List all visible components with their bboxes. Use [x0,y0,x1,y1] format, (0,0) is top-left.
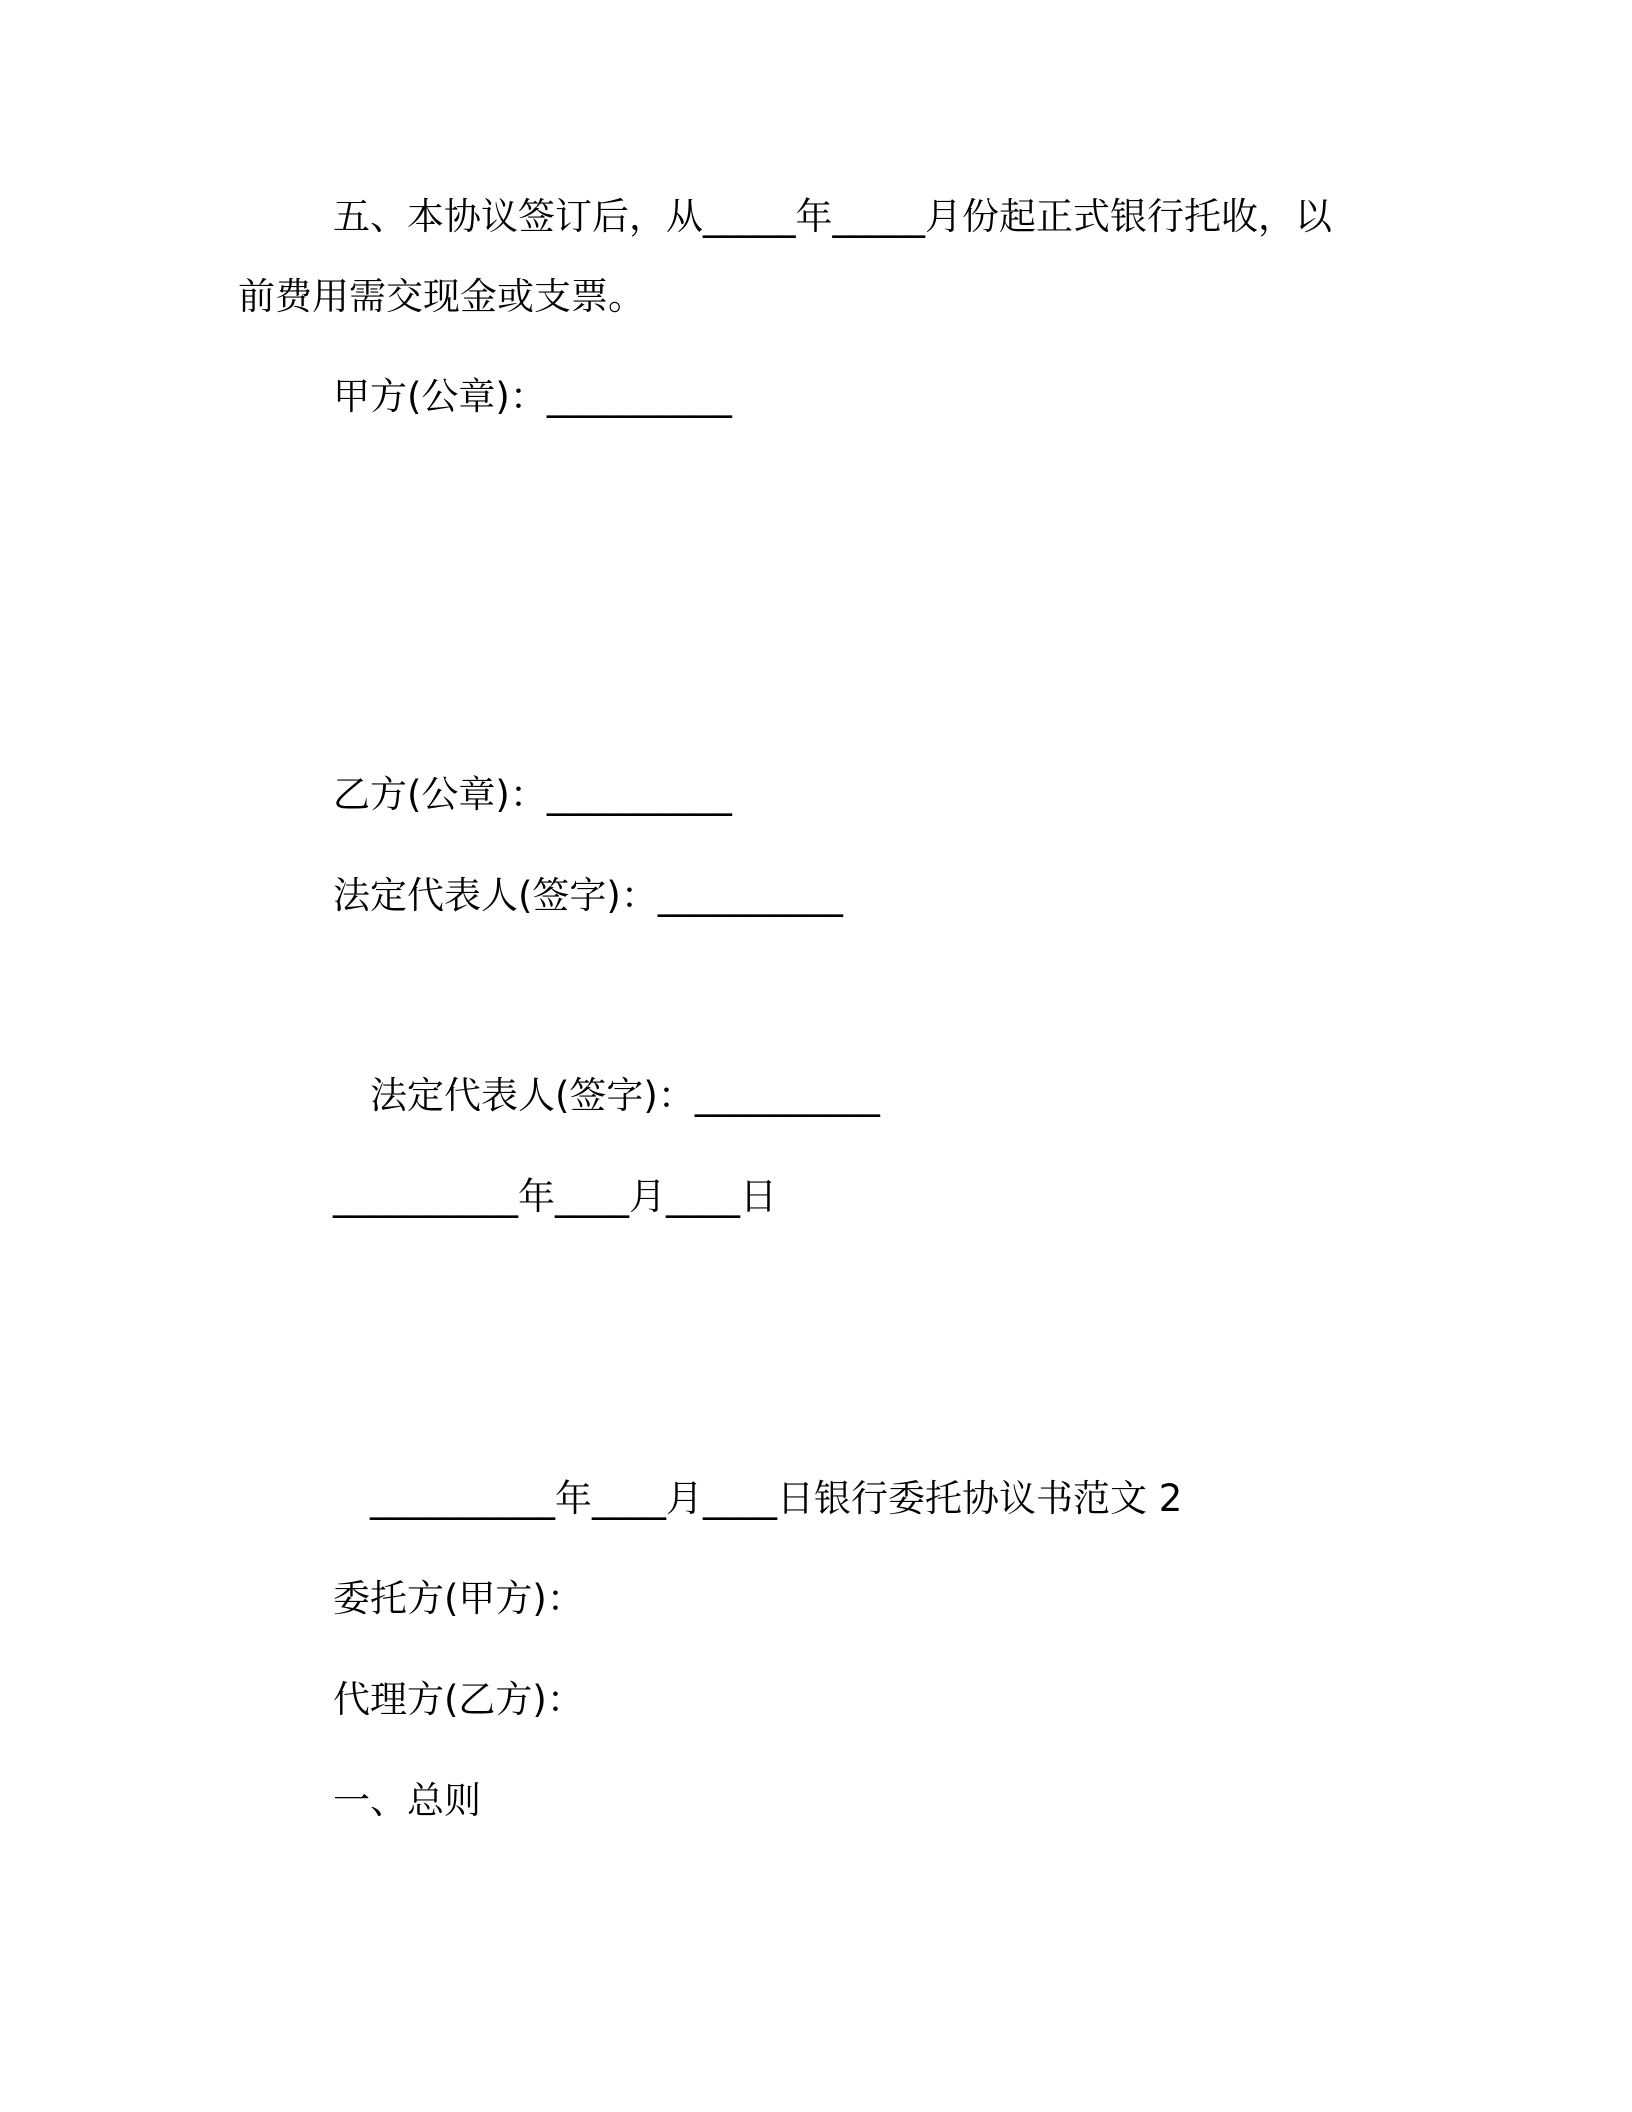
clause-five-line-2: 前费用需交现金或支票。 [238,275,645,318]
legal-representative-signature-line-2: 法定代表人(签字)：__________ [370,1074,880,1117]
clause-five-line-1: 五、本协议签订后，从_____年_____月份起正式银行托收，以 [333,195,1332,238]
agent-party-b-label: 代理方(乙方)： [333,1678,584,1721]
principal-party-a-label: 委托方(甲方)： [333,1577,584,1620]
party-b-seal-line: 乙方(公章)：__________ [333,773,732,816]
second-agreement-title: __________年____月____日银行委托协议书范文 2 [370,1477,1183,1520]
date-line: __________年____月____日 [333,1175,777,1218]
section-one-heading: 一、总则 [333,1779,481,1822]
legal-representative-signature-line-1: 法定代表人(签字)：__________ [333,874,843,917]
party-a-seal-line: 甲方(公章)：__________ [333,375,732,418]
